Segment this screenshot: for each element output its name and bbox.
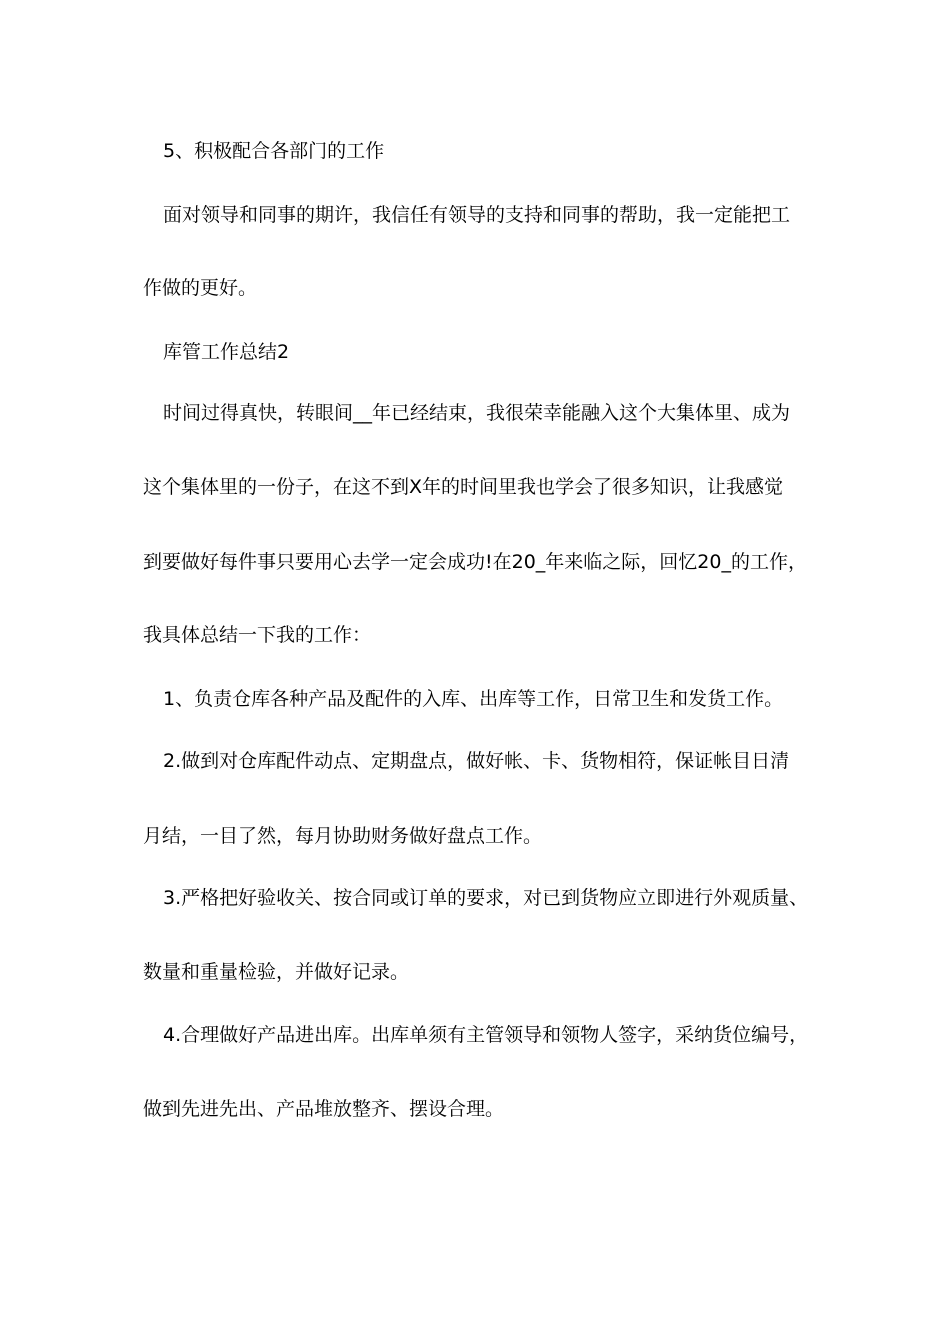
list-item-2: 2.做到对仓库配件动点、定期盘点，做好帐、卡、货物相符，保证帐目日清	[163, 750, 790, 772]
section-heading: 库管工作总结2	[163, 341, 290, 363]
list-item-1: 1、负责仓库各种产品及配件的入库、出库等工作，日常卫生和发货工作。	[163, 688, 784, 710]
paragraph-line: 时间过得真快，转眼间__年已经结束，我很荣幸能融入这个大集体里、成为	[163, 402, 791, 424]
paragraph-line: 到要做好每件事只要用心去学一定会成功!在20_年来临之际，回忆20_的工作，	[143, 551, 807, 573]
paragraph-line: 做到先进先出、产品堆放整齐、摆设合理。	[143, 1098, 505, 1120]
list-item-3: 3.严格把好验收关、按合同或订单的要求，对已到货物应立即进行外观质量、	[163, 887, 809, 909]
paragraph-line: 这个集体里的一份子，在这不到X年的时间里我也学会了很多知识，让我感觉	[143, 476, 784, 498]
paragraph-line: 我具体总结一下我的工作：	[143, 624, 372, 646]
list-item-5: 5、积极配合各部门的工作	[163, 140, 385, 162]
paragraph-line: 作做的更好。	[143, 277, 258, 299]
paragraph-line: 面对领导和同事的期许，我信任有领导的支持和同事的帮助，我一定能把工	[163, 204, 791, 226]
paragraph-line: 数量和重量检验，并做好记录。	[143, 961, 410, 983]
list-item-4: 4.合理做好产品进出库。出库单须有主管领导和领物人签字，采纳货位编号，	[163, 1024, 809, 1046]
paragraph-line: 月结，一目了然，每月协助财务做好盘点工作。	[143, 825, 543, 847]
